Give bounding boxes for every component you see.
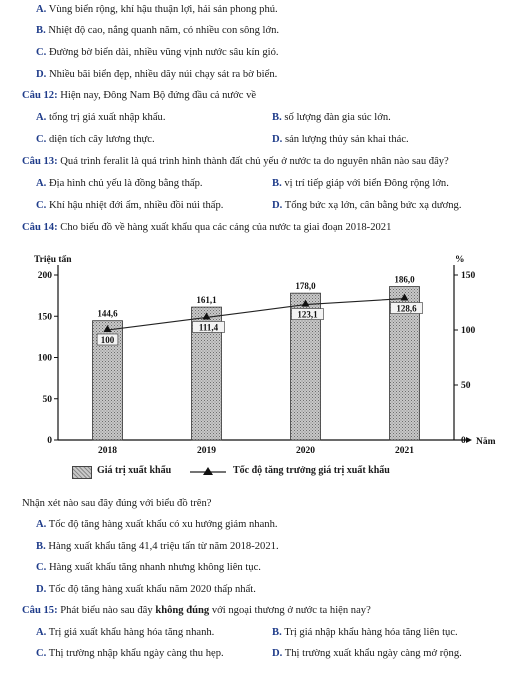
q14-option-c: C. Hàng xuất khẩu tăng nhanh nhưng không liên tục. — [36, 562, 261, 573]
q14-option-a: A. Tốc độ tăng hàng xuất khẩu có xu hướng giảm nhanh. — [36, 519, 278, 530]
growth-value-label: 100 — [100, 335, 115, 345]
y-right-tick-label: 150 — [461, 271, 476, 281]
question-14: Câu 14: Cho biểu đồ về hàng xuất khẩu qua các cảng của nước ta giai đoạn 2018-2021 — [22, 222, 392, 233]
y-right-tick-label: 50 — [461, 381, 471, 391]
y-axis-right-title: % — [455, 255, 465, 265]
bar-value-label: 186,0 — [394, 274, 415, 285]
legend-bar-label: Giá trị xuất khẩu — [97, 465, 172, 476]
legend-bar-swatch — [72, 466, 92, 479]
growth-line — [108, 299, 405, 333]
y-left-tick-label: 50 — [42, 394, 52, 405]
prev-option-d: D. Nhiều bãi biển đẹp, nhiều dãy núi chạy sát ra bờ biển. — [36, 69, 278, 80]
q15-option-b: B. Trị giá nhập khẩu hàng hóa tăng liên tục. — [272, 627, 458, 638]
q13-option-b: B. vị trí tiếp giáp với biển Đông rộng lớn. — [272, 178, 449, 189]
x-axis-title: Năm — [476, 437, 496, 447]
prev-option-c: C. Đường bờ biển dài, nhiều vũng vịnh nước sâu kín gió. — [36, 47, 279, 58]
growth-value-label: 111,4 — [198, 322, 219, 333]
x-tick-label: 2018 — [98, 446, 117, 456]
q14-option-b: B. Hàng xuất khẩu tăng 41,4 triệu tấn từ năm 2018-2021. — [36, 541, 279, 552]
bar-value-label: 178,0 — [295, 281, 316, 292]
prev-option-b: B. Nhiệt độ cao, nắng quanh năm, có nhiều con sông lớn. — [36, 25, 280, 36]
q12-option-b: B. số lượng đàn gia súc lớn. — [272, 112, 391, 123]
q15-option-c: C. Thị trường nhập khẩu ngày càng thu hẹp. — [36, 648, 224, 659]
question-15: Câu 15: Phát biểu nào sau đây không đúng với ngoại thương ở nước ta hiện nay? — [22, 605, 371, 616]
x-axis-arrow — [466, 437, 472, 443]
question-13: Câu 13: Quá trình feralit là quá trình hình thành đất chủ yếu ở nước ta do nguyên nhân nào sau đây? — [22, 156, 449, 167]
q13-option-c: C. Khí hậu nhiệt đới ẩm, nhiều đồi núi thấp. — [36, 200, 224, 211]
legend-line-swatch — [188, 464, 228, 478]
q13-option-a: A. Địa hình chủ yếu là đồng bằng thấp. — [36, 178, 203, 189]
y-right-tick-label: 0 — [461, 436, 466, 446]
y-left-tick-label: 200 — [37, 271, 52, 281]
bar-value-label: 144,6 — [97, 308, 118, 319]
export-chart — [30, 250, 500, 485]
y-left-tick-label: 100 — [37, 353, 52, 364]
x-tick-label: 2019 — [197, 446, 216, 456]
q12-option-c: C. diện tích cây lương thực. — [36, 134, 155, 145]
y-axis-left-title: Triệu tấn — [34, 255, 72, 265]
legend-line-label: Tốc độ tăng trưởng giá trị xuất khẩu — [233, 465, 390, 476]
question-12: Câu 12: Hiện nay, Đông Nam Bộ đứng đầu cả nước về — [22, 90, 257, 101]
q13-option-d: D. Tổng bức xạ lớn, cân bằng bức xạ dương. — [272, 200, 462, 211]
q12-option-d: D. sản lượng thủy sản khai thác. — [272, 134, 409, 145]
y-right-tick-label: 100 — [461, 326, 476, 336]
q14-option-d: D. Tốc độ tăng hàng xuất khẩu năm 2020 thấp nhất. — [36, 584, 256, 595]
y-left-tick-label: 150 — [37, 312, 52, 323]
question-14-prompt: Nhận xét nào sau đây đúng với biểu đồ trên? — [22, 498, 212, 509]
prev-option-a: A. Vùng biển rộng, khí hậu thuận lợi, hải sản phong phú. — [36, 4, 278, 15]
growth-value-label: 123,1 — [297, 309, 318, 320]
q15-option-a: A. Trị giá xuất khẩu hàng hóa tăng nhanh. — [36, 627, 215, 638]
x-tick-label: 2021 — [395, 446, 414, 456]
x-tick-label: 2020 — [296, 446, 315, 456]
growth-value-label: 128,6 — [396, 303, 417, 314]
q12-option-a: A. tổng trị giá xuất nhập khẩu. — [36, 112, 166, 123]
bar-value-label: 161,1 — [196, 295, 217, 306]
q15-option-d: D. Thị trường xuất khẩu ngày càng mở rộng. — [272, 648, 462, 659]
y-left-tick-label: 0 — [47, 436, 52, 446]
